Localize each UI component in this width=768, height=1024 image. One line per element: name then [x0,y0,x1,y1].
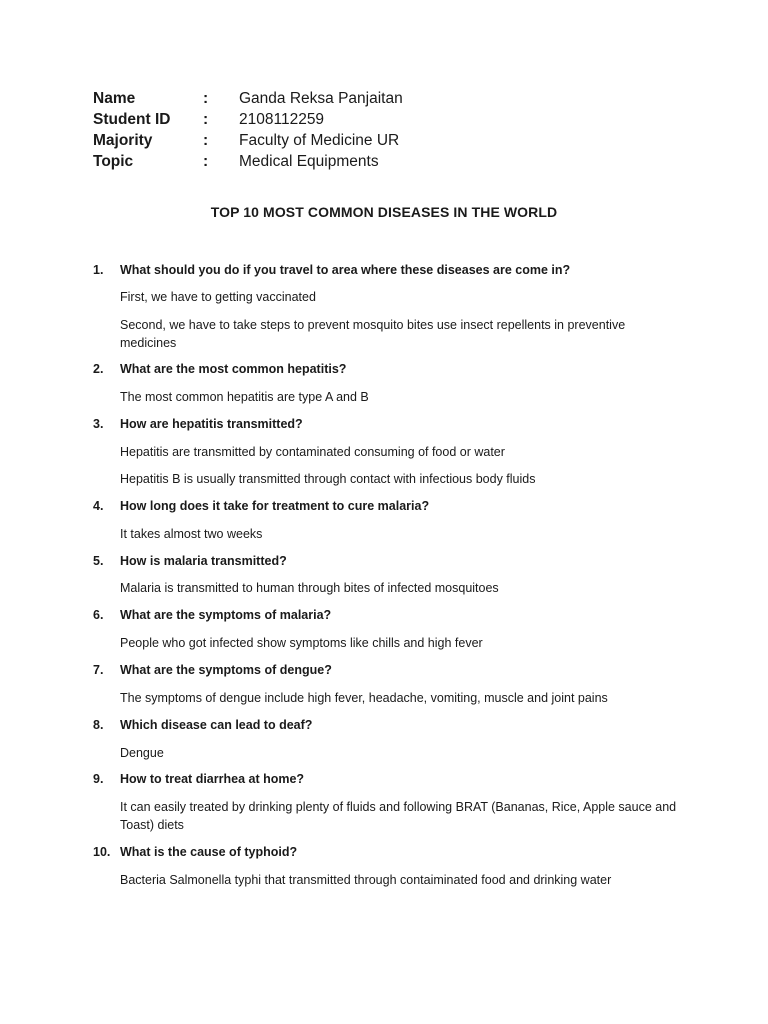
question-item [93,498,429,514]
question-text: How long does it take for treatment to cure malaria? [120,499,430,513]
question-item [93,416,303,432]
question-number: 5. [93,554,104,568]
question-number: 8. [93,718,104,732]
question-text: What should you do if you travel to area where these diseases are come in? [120,263,571,277]
header-label: Student ID [93,110,171,128]
question-text: What are the symptoms of malaria? [120,608,332,622]
header-value: 2108112259 [239,110,325,128]
header-value: Faculty of Medicine UR [239,131,400,149]
header-colon: : [203,110,209,128]
answer-text: It can easily treated by drinking plenty of fluids and following BRAT (Bananas, Rice, Apple sauce and Toast) diets [120,800,677,832]
header-label: Topic [93,152,134,170]
question-number: 7. [93,663,104,677]
question-number: 10. [93,845,111,859]
answer-text: The symptoms of dengue include high fever, headache, vomiting, muscle and joint pains [120,691,608,705]
question-number: 2. [93,362,104,376]
question-item [93,662,332,678]
question-text: Which disease can lead to deaf? [120,718,313,732]
question-number: 4. [93,499,104,513]
answer-text: Dengue [120,746,164,760]
answer-text: Hepatitis are transmitted by contaminated consuming of food or water [120,445,505,459]
question-item [93,717,312,733]
question-number: 9. [93,772,104,786]
header-row-topic [93,151,403,172]
header-value: Medical Equipments [239,152,379,170]
question-text: How is malaria transmitted? [120,554,287,568]
question-item [93,361,346,377]
question-number: 6. [93,608,104,622]
question-text: How to treat diarrhea at home? [120,772,305,786]
answer-text: Malaria is transmitted to human through bites of infected mosquitoes [120,581,499,595]
header-colon: : [203,131,209,149]
question-text: What are the symptoms of dengue? [120,663,332,677]
header-label: Majority [93,131,153,149]
question-number: 1. [93,263,104,277]
header-value: Ganda Reksa Panjaitan [239,89,403,107]
answer-text: First, we have to getting vaccinated [120,290,316,304]
answer-text: People who got infected show symptoms like chills and high fever [120,636,483,650]
header-colon: : [203,152,209,170]
header-row-student-id [93,109,403,130]
header-label: Name [93,89,136,107]
question-text: How are hepatitis transmitted? [120,417,303,431]
answer-text: It takes almost two weeks [120,527,263,541]
answer-text: Second, we have to take steps to prevent mosquito bites use insect repellents in preventive medicines [120,318,626,350]
question-number: 3. [93,417,104,431]
answer-text: Bacteria Salmonella typhi that transmitted through contaiminated food and drinking water [120,873,612,887]
question-item [93,262,570,278]
header-row-name [93,88,403,109]
student-info-header [93,88,403,172]
question-text: What are the most common hepatitis? [120,362,347,376]
document-title: TOP 10 MOST COMMON DISEASES IN THE WORLD [210,204,558,220]
question-item [93,553,287,569]
answer-text: Hepatitis B is usually transmitted through contact with infectious body fluids [120,472,536,486]
question-item [93,607,331,623]
question-item [93,844,297,860]
header-row-majority [93,130,403,151]
question-item [93,771,304,787]
question-text: What is the cause of typhoid? [120,845,298,859]
header-colon: : [203,89,209,107]
answer-text: The most common hepatitis are type A and B [120,390,369,404]
